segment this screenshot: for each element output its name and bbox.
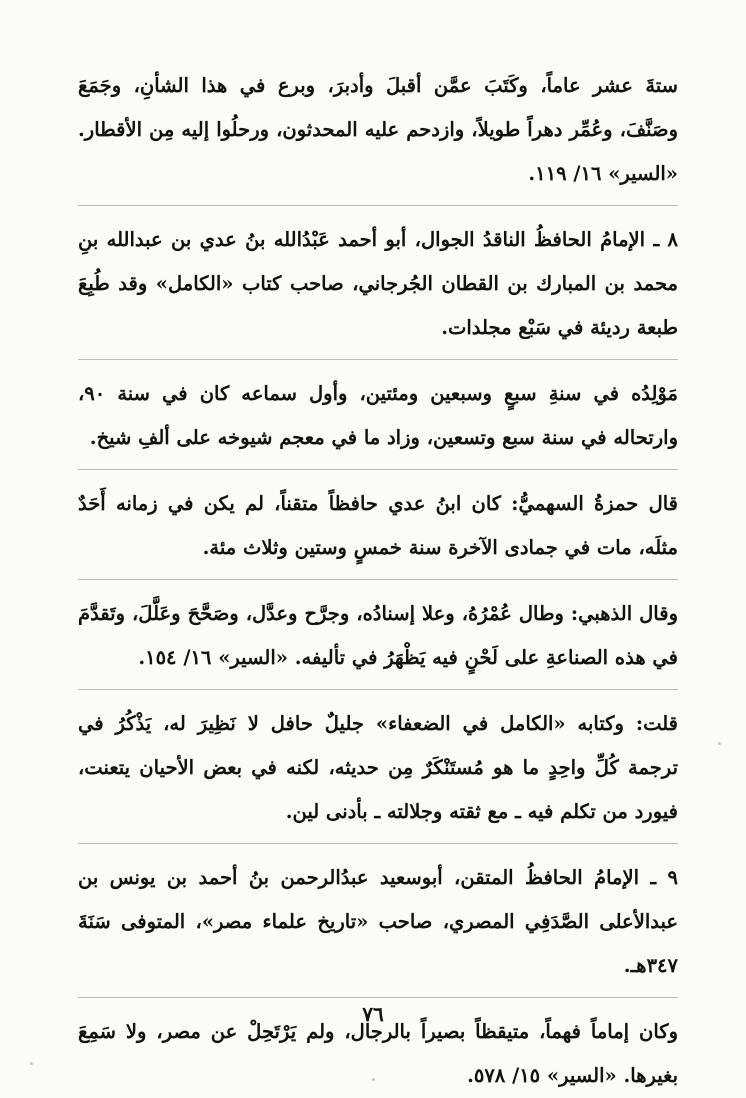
scan-speck [30, 1062, 33, 1065]
divider [78, 689, 678, 690]
scan-speck [372, 1078, 375, 1081]
paragraph-7: ٩ ـ الإمامُ الحافظُ المتقن، أبوسعيد عبدُالرحمن بنُ أحمد بن يونس بن عبدالأعلى الصَّدَفِي المصري، صاحب «تاريخ علماء مصر»، المتوفى سَنَةَ ٣٤٧هـ. [78, 866, 678, 977]
paragraph-5: وقال الذهبي: وطال عُمْرُهُ، وعلا إسنادُه، وجرَّح وعدَّل، وصَحَّحَ وعَلَّلَ، وتَقدَّمَ في هذه الصناعةِ على لَحْنٍ فيه يَظْهَرُ في تأليفه. «السير» ١٦/ ١٥٤. [78, 602, 678, 669]
scan-speck [718, 742, 721, 745]
divider [78, 579, 678, 580]
paragraph-6: قلت: وكتابه «الكامل في الضعفاء» جليلٌ حافل لا نَظِيرَ له، يَذْكُرُ في ترجمة كُلِّ واحِدٍ ما هو مُستَنْكَرٌ مِن حديثه، لكنه في بعض الأحيان يتعنت، فيورد من تكلم فيه ـ مع ثقته وجلالته ـ بأدنى لين. [78, 712, 678, 823]
paragraph-4: قال حمزةُ السهميُّ: كان ابنُ عدي حافظاً متقناً، لم يكن في زمانه أَحَدٌ مثلَه، مات في جمادى الآخرة سنة خمسٍ وستين وثلاث مئة. [78, 492, 678, 559]
paragraph-8: وكان إماماً فهماً، متيقظاً بصيراً بالرجال، ولم يَرْتَحِلْ عن مصر، ولا سَمِعَ بغيرها. «السير» ١٥/ ٥٧٨. [78, 1020, 678, 1087]
divider [78, 843, 678, 844]
paragraph-2: ٨ ـ الإمامُ الحافظُ الناقدُ الجوال، أبو أحمد عَبْدُالله بنُ عدي بن عبدالله بنِ محمد بن المبارك بن القطان الجُرجاني، صاحب كتاب «الكامل» وقد طُبِعَ طبعة رديئة في سَبْع مجلدات. [78, 228, 678, 339]
page-body [78, 64, 678, 1098]
page-number: ٧٦ [362, 1002, 384, 1026]
paragraph-1: ستةَ عشر عاماً، وكَتَبَ عمَّن أقبلَ وأدبرَ، وبرع في هذا الشأنِ، وجَمَعَ وصَنَّفَ، وعُمِّر دهراً طويلاً، وازدحم عليه المحدثون، ورحلُوا إليه مِن الأقطار. «السير» ١٦/ ١١٩. [78, 74, 678, 185]
paragraph-3: مَوْلِدُه في سنةِ سبعٍ وسبعين ومئتين، وأول سماعه كان في سنة ٩٠، وارتحاله في سنة سبع وتسعين، وزاد ما في معجم شيوخه على ألفِ شيخ. [78, 382, 678, 449]
divider [78, 359, 678, 360]
divider [78, 469, 678, 470]
divider [78, 997, 678, 998]
divider [78, 205, 678, 206]
